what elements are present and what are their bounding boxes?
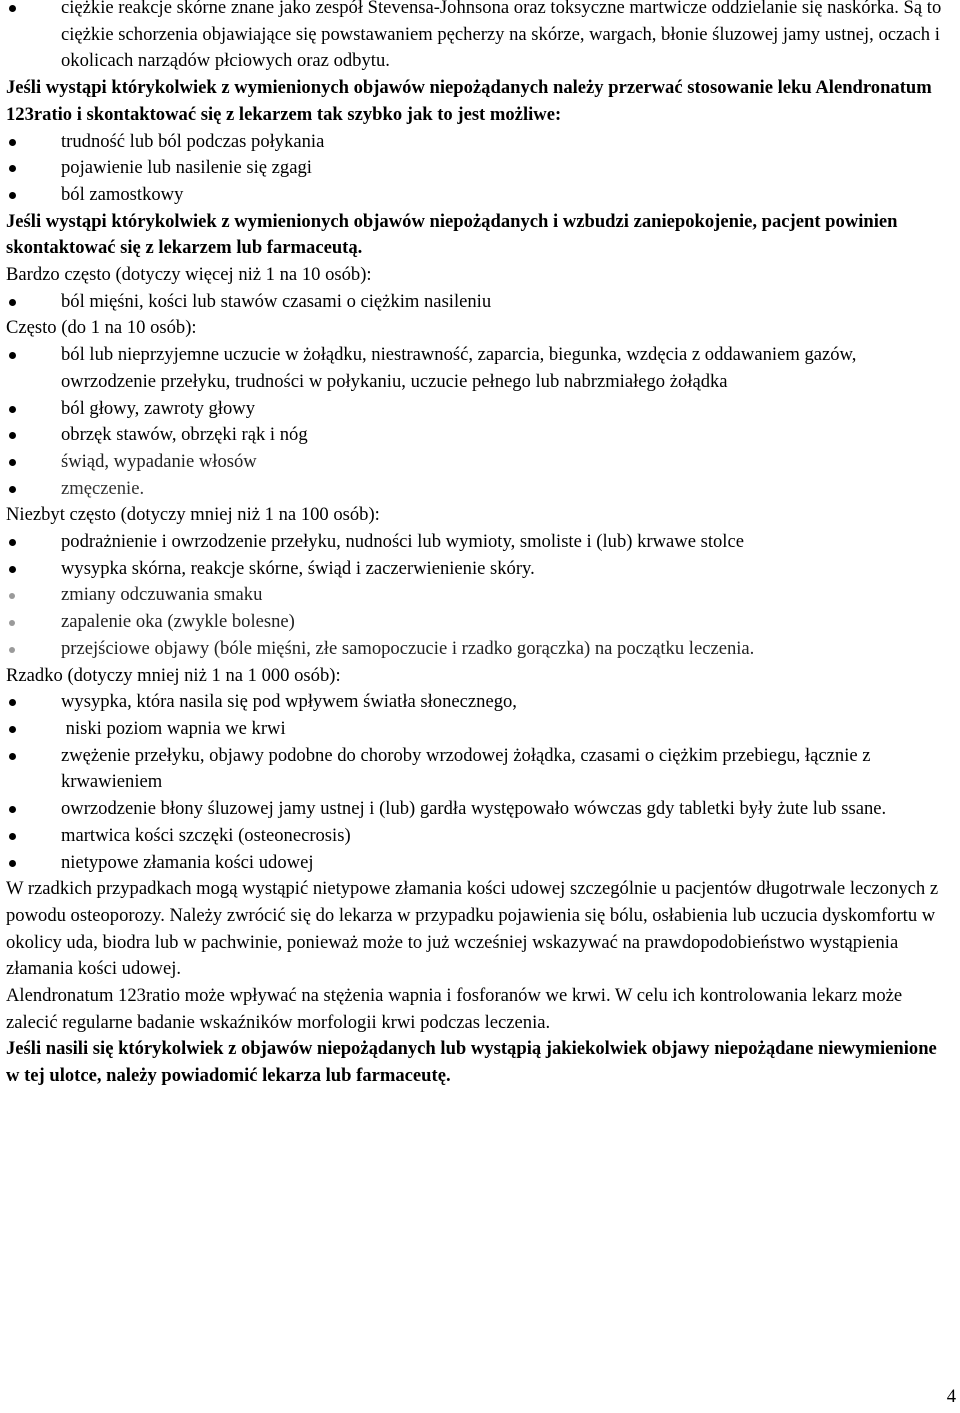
- warning-stop-paragraph: Jeśli wystąpi którykolwiek z wymienionych objawów niepożądanych należy przerwać stosowanie leku Alendronatum 123ratio i skontaktować się z lekarzem tak szybko jak to jest możliwe:: [6, 77, 932, 125]
- common-list: [6, 342, 954, 502]
- list-item: świąd, wypadanie włosów: [6, 449, 954, 476]
- uncommon-list-secondary: [6, 582, 954, 662]
- list-item: pojawienie lub nasilenie się zgagi: [6, 155, 954, 182]
- leaflet-page: [6, 0, 954, 1090]
- list-item: nietypowe złamania kości udowej: [6, 850, 954, 877]
- list-item: zapalenie oka (zwykle bolesne): [6, 609, 954, 636]
- warning-contact-paragraph: Jeśli wystąpi którykolwiek z wymienionych objawów niepożądanych i wzbudzi zaniepokojenie, pacjent powinien skontaktować się z lekarzem lub farmaceutą.: [6, 210, 898, 259]
- list-item: obrzęk stawów, obrzęki rąk i nóg: [6, 422, 954, 449]
- list-item: ból mięśni, kości lub stawów czasami o ciężkim nasileniu: [6, 289, 954, 316]
- list-item: martwica kości szczęki (osteonecrosis): [6, 823, 954, 850]
- uncommon-list: [6, 529, 954, 582]
- very-common-list: [6, 289, 954, 316]
- common-heading: Często (do 1 na 10 osób):: [6, 317, 197, 339]
- list-item: podrażnienie i owrzodzenie przełyku, nudności lub wymioty, smoliste i (lub) krwawe stolce: [6, 529, 954, 556]
- list-item: owrzodzenie błony śluzowej jamy ustnej i (lub) gardła występowało wówczas gdy tabletki były żute lub ssane.: [6, 796, 954, 823]
- femur-fracture-paragraph: W rzadkich przypadkach mogą wystąpić nietypowe złamania kości udowej szczególnie u pacjentów długotrwale leczonych z powodu osteoporozy. Należy zwrócić się do lekarza w przypadku pojawienia się bólu, osłabienia lub uczucia dyskomfortu w okolicy uda, biodra lub w pachwinie, ponieważ może to już wcześniej wskazywać na prawdopodobieństwo wystąpienia złamania kości udowej.: [6, 878, 939, 980]
- final-notice-paragraph: Jeśli nasili się którykolwiek z objawów niepożądanych lub wystąpią jakiekolwiek objawy niepożądane niewymienione w tej ulotce, należy powiadomić lekarza lub farmaceutę.: [6, 1038, 937, 1087]
- list-item: zmęczenie.: [6, 476, 954, 503]
- list-item: trudność lub ból podczas połykania: [6, 129, 954, 156]
- list-item: zmiany odczuwania smaku: [6, 582, 954, 609]
- very-common-heading: Bardzo często (dotyczy więcej niż 1 na 10 osób):: [6, 264, 372, 286]
- list-item: przejściowe objawy (bóle mięśni, złe samopoczucie i rzadko gorączka) na początku leczenia.: [6, 636, 954, 663]
- list-item: ciężkie reakcje skórne znane jako zespół Stevensa-Johnsona oraz toksyczne martwicze oddzielanie się naskórka. Są to ciężkie schorzenia objawiające się powstawaniem pęcherzy na skórze, wargach, błonie śluzowej jamy ustnej, oczach i okolicach narządów płciowych oraz odbytu.: [6, 0, 954, 75]
- list-item: ból zamostkowy: [6, 182, 954, 209]
- list-item: niski poziom wapnia we krwi: [6, 716, 954, 743]
- list-item: wysypka, która nasila się pod wpływem światła słonecznego,: [6, 689, 954, 716]
- list-item: ból lub nieprzyjemne uczucie w żołądku, niestrawność, zaparcia, biegunka, wzdęcia z oddawaniem gazów, owrzodzenie przełyku, trudności w połykaniu, uczucie pełnego lub nabrzmiałego żołądka: [6, 342, 954, 395]
- page-number: 4: [946, 1386, 956, 1407]
- list-item: ból głowy, zawroty głowy: [6, 396, 954, 423]
- list-item: wysypka skórna, reakcje skórne, świąd i zaczerwienienie skóry.: [6, 556, 954, 583]
- top-bullet-list: [6, 0, 954, 75]
- list-item: zwężenie przełyku, objawy podobne do choroby wrzodowej żołądka, czasami o ciężkim przebiegu, łącznie z krwawieniem: [6, 743, 954, 796]
- uncommon-heading: Niezbyt często (dotyczy mniej niż 1 na 100 osób):: [6, 504, 380, 526]
- rare-list: [6, 689, 954, 876]
- rare-heading: Rzadko (dotyczy mniej niż 1 na 1 000 osób):: [6, 664, 341, 686]
- stop-symptoms-list: [6, 129, 954, 209]
- calcium-paragraph: Alendronatum 123ratio może wpływać na stężenia wapnia i fosforanów we krwi. W celu ich kontrolowania lekarz może zalecić regularne badanie wskaźników morfologii krwi podczas leczenia.: [6, 985, 903, 1033]
